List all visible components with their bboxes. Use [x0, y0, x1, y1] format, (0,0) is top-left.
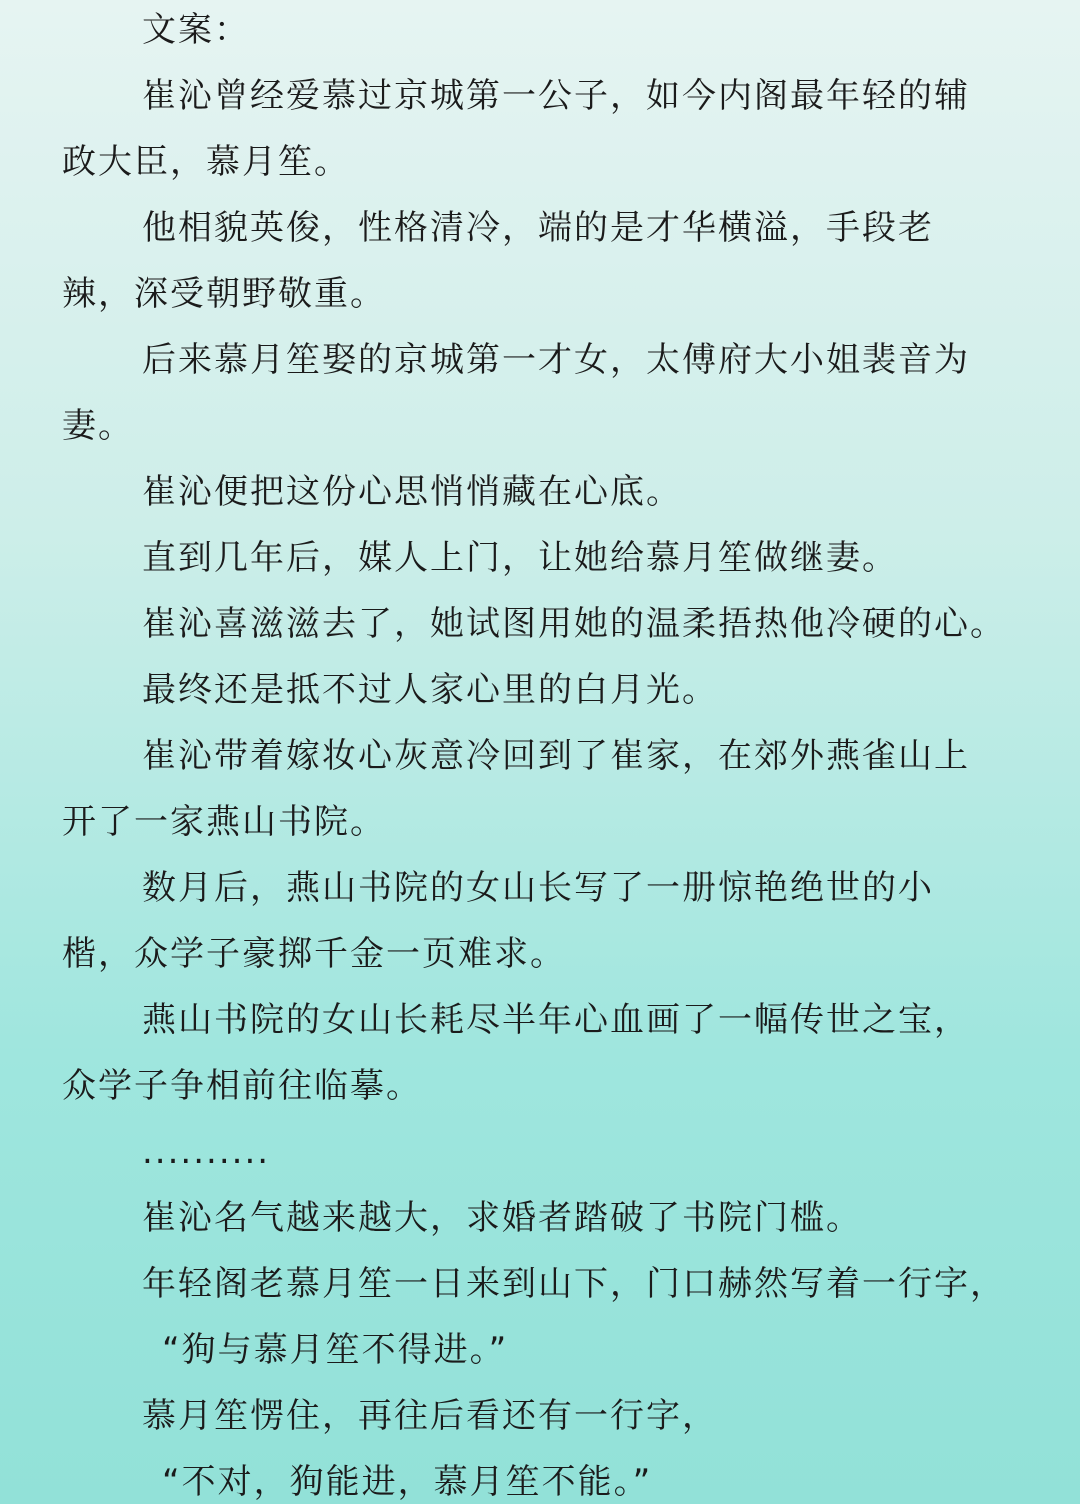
paragraph-line: 崔沁名气越来越大，求婚者踏破了书院门槛。 — [142, 1198, 862, 1238]
quote-line: “狗与慕月笙不得进。” — [162, 1330, 509, 1370]
ellipsis-line: .......... — [142, 1132, 271, 1172]
paragraph-line: 辣，深受朝野敬重。 — [62, 274, 386, 314]
paragraph-line: 崔沁喜滋滋去了，她试图用她的温柔捂热他冷硬的心。 — [142, 604, 1006, 644]
paragraph-line: 开了一家燕山书院。 — [62, 802, 386, 842]
paragraph-line: 他相貌英俊，性格清冷，端的是才华横溢，手段老 — [142, 208, 934, 248]
quote-line: “不对，狗能进，慕月笙不能。” — [162, 1462, 653, 1502]
document-heading: 文案： — [142, 10, 250, 50]
paragraph-line: 燕山书院的女山长耗尽半年心血画了一幅传世之宝， — [142, 1000, 970, 1040]
paragraph-line: 崔沁便把这份心思悄悄藏在心底。 — [142, 472, 682, 512]
paragraph-line: 直到几年后，媒人上门，让她给慕月笙做继妻。 — [142, 538, 898, 578]
paragraph-line: 慕月笙愣住，再往后看还有一行字， — [142, 1396, 718, 1436]
paragraph-line: 崔沁曾经爱慕过京城第一公子，如今内阁最年轻的辅 — [142, 76, 970, 116]
paragraph-line: 数月后，燕山书院的女山长写了一册惊艳绝世的小 — [142, 868, 934, 908]
paragraph-line: 众学子争相前往临摹。 — [62, 1066, 422, 1106]
paragraph-line: 最终还是抵不过人家心里的白月光。 — [142, 670, 718, 710]
paragraph-line: 妻。 — [62, 406, 134, 446]
paragraph-line: 政大臣，慕月笙。 — [62, 142, 350, 182]
paragraph-line: 年轻阁老慕月笙一日来到山下，门口赫然写着一行字， — [142, 1264, 1006, 1304]
paragraph-line: 楷，众学子豪掷千金一页难求。 — [62, 934, 566, 974]
paragraph-line: 崔沁带着嫁妆心灰意冷回到了崔家，在郊外燕雀山上 — [142, 736, 970, 776]
paragraph-line: 后来慕月笙娶的京城第一才女，太傅府大小姐裴音为 — [142, 340, 970, 380]
